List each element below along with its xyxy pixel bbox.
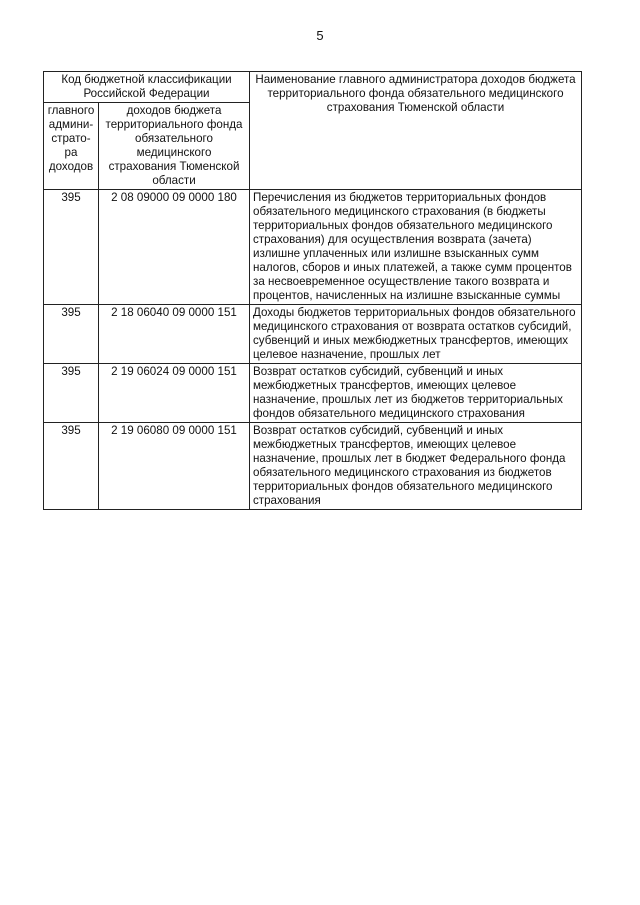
admin-code-cell: 395 <box>44 190 99 305</box>
budget-code-cell: 2 08 09000 09 0000 180 <box>99 190 250 305</box>
budget-code-cell: 2 19 06024 09 0000 151 <box>99 364 250 423</box>
header-code-column: доходов бюджета территориального фонда обязательного медицинского страхования Тюменской области <box>99 103 250 190</box>
admin-code-cell: 395 <box>44 423 99 510</box>
budget-classification-table <box>43 71 582 510</box>
table-row <box>44 423 582 510</box>
admin-code-cell: 395 <box>44 364 99 423</box>
revenue-name-cell: Перечисления из бюджетов территориальных фондов обязательного медицинского страхования (в бюджеты территориальных фондов обязательного медицинского страхования) для осуществления возврата (зачета) излишне уплаченных или излишне взысканных сумм налогов, сборов и иных платежей, а также сумм процентов за несвоевременное осуществление такого возврата и процентов, начисленных на излишне взысканные суммы <box>250 190 582 305</box>
revenue-name-cell: Возврат остатков субсидий, субвенций и иных межбюджетных трансфертов, имеющих целевое назначение, прошлых лет из бюджетов территориальных фондов обязательного медицинского страхования <box>250 364 582 423</box>
page-number: 5 <box>316 28 324 43</box>
revenue-name-cell: Возврат остатков субсидий, субвенций и иных межбюджетных трансфертов, имеющих целевое назначение, прошлых лет в бюджет Федерального фонда обязательного медицинского страхования из бюджетов территориальных фондов обязательного медицинского страхования <box>250 423 582 510</box>
admin-code-cell: 395 <box>44 305 99 364</box>
revenue-name-cell: Доходы бюджетов территориальных фондов обязательного медицинского страхования от возврата остатков субсидий, субвенций и иных межбюджетных трансфертов, имеющих целевое назначение, прошлых лет <box>250 305 582 364</box>
budget-code-cell: 2 18 06040 09 0000 151 <box>99 305 250 364</box>
header-name-column: Наименование главного администратора доходов бюджета территориального фонда обязательного медицинского страхования Тюменской области <box>250 72 582 190</box>
table-header-row <box>44 72 582 103</box>
table-row <box>44 305 582 364</box>
table-row <box>44 364 582 423</box>
header-admin-column: главного админи-страто-ра доходов <box>44 103 99 190</box>
table-row <box>44 190 582 305</box>
header-code-group: Код бюджетной классификации Российской Федерации <box>44 72 250 103</box>
budget-code-cell: 2 19 06080 09 0000 151 <box>99 423 250 510</box>
